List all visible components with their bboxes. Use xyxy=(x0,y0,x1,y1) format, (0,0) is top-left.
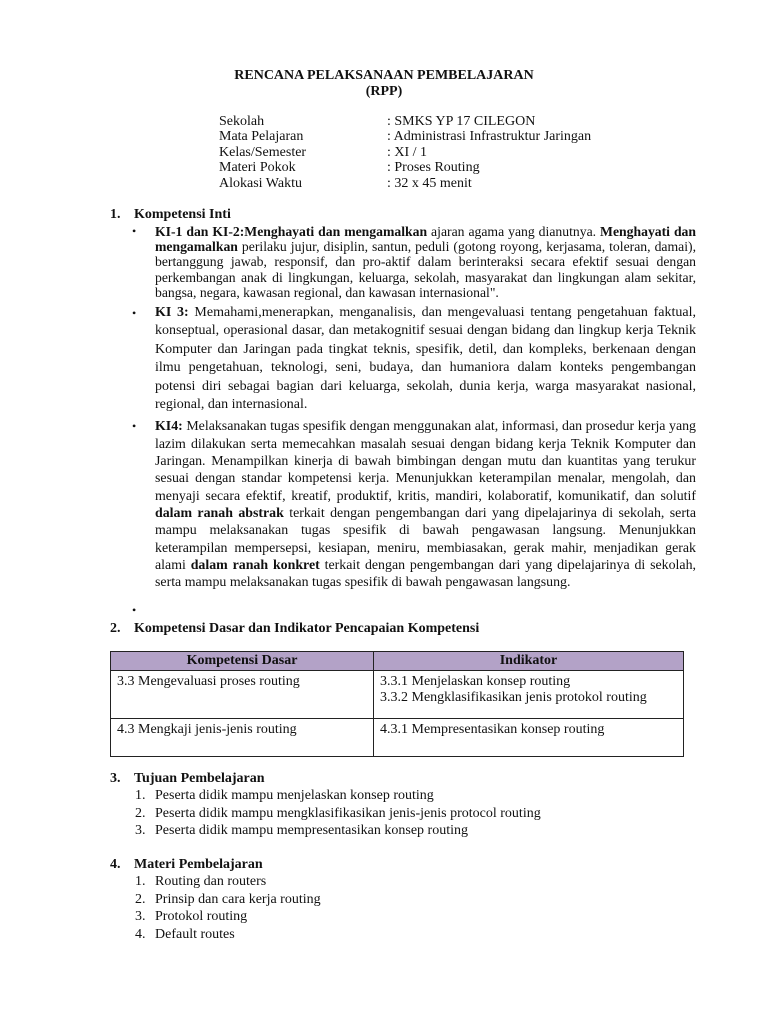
ki4-bold-1: dalam ranah abstrak xyxy=(155,505,284,521)
ki12-text-2: perilaku jujur, disiplin, santun, peduli (gotong royong, kerjasama, toleran, damai), bertanggung jawab, responsif, dan pro-aktif dalam berinteraksi secara efektif sesuai dengan perkembangan anak di lingkungan, keluarga, sekolah, masyarakat dan lingkungan alam sekitar, bangsa, negara, kawasan regional, dan kawasan internasional". xyxy=(155,239,696,300)
ki12-text-1: ajaran agama yang dianutnya. xyxy=(427,224,601,239)
identity-row xyxy=(219,129,591,144)
header-kompetensi-dasar: Kompetensi Dasar xyxy=(111,652,374,671)
list-number: 2. xyxy=(135,805,146,821)
ki4-text-3: terkait dengan pengembangan dari yang dipelajarinya di sekolah, serta mampu melaksanakan tugas spesifik di bawah pengawasan langsung. xyxy=(155,557,697,591)
ki4-bold-2: dalam ranah konkret xyxy=(190,557,320,573)
list-item xyxy=(135,822,541,840)
kd-cell: 3.3 Mengevaluasi proses routing xyxy=(111,671,374,719)
identity-row xyxy=(219,160,591,175)
identity-value: : SMKS YP 17 CILEGON xyxy=(387,114,536,129)
table-row xyxy=(111,719,684,757)
list-text: Peserta didik mampu mempresentasikan konsep routing xyxy=(155,823,468,838)
identity-label: Materi Pokok xyxy=(219,160,296,176)
header-indikator: Indikator xyxy=(374,652,684,671)
list-number: 3. xyxy=(135,909,146,924)
section-heading-tujuan xyxy=(110,771,265,787)
list-item xyxy=(135,787,541,805)
section-title: Kompetensi Dasar dan Indikator Pencapaian Kompetensi xyxy=(134,621,480,636)
ki3-text: Memahami,menerapkan, menganalisis, dan mengevaluasi tentang pengetahuan faktual, konseptual, operasional dasar, dan metakognitif sesuai dengan bidang dan lingkup kerja Teknik Komputer dan Jaringan pada tingkat teknis, spesifik, detil, dan kompleks, berkenaan dengan ilmu pengetahuan, teknologi, seni, budaya, dan humaniora dalam konteks pengembangan potensi diri sebagai bagian dari keluarga, sekolah, dunia kerja, warga masyarakat nasional, regional, dan internasional. xyxy=(155,305,696,413)
section-number: 1. xyxy=(110,207,121,222)
identity-value: : Proses Routing xyxy=(387,160,480,176)
section-heading-kompetensi-inti xyxy=(110,207,231,223)
list-text: Routing dan routers xyxy=(155,874,267,889)
identity-value: : Administrasi Infrastruktur Jaringan xyxy=(387,129,592,145)
identity-row xyxy=(219,176,591,191)
list-text: Peserta didik mampu mengklasifikasikan jenis-jenis protocol routing xyxy=(155,805,541,821)
section-number: 2. xyxy=(110,621,121,636)
ki-3-item xyxy=(128,304,696,414)
identity-label: Kelas/Semester xyxy=(219,144,307,160)
bullet-icon: • xyxy=(132,224,137,238)
doc-title: RENCANA PELAKSANAAN PEMBELAJARAN xyxy=(234,68,534,83)
identity-label: Alokasi Waktu xyxy=(219,175,302,191)
kd-indikator-table xyxy=(110,651,684,757)
empty-bullet-icon: • xyxy=(132,603,137,617)
section-number: 4. xyxy=(110,857,121,872)
ki-4-item xyxy=(128,418,696,591)
doc-subtitle: (RPP) xyxy=(365,84,403,99)
indikator-cell xyxy=(374,719,684,757)
materi-list xyxy=(135,873,321,943)
indikator-cell xyxy=(374,671,684,719)
list-item xyxy=(135,805,541,823)
indikator-line: 3.3.1 Menjelaskan konsep routing xyxy=(380,674,571,689)
identity-block xyxy=(219,114,591,191)
list-text: Protokol routing xyxy=(155,909,248,924)
indikator-line: 3.3.2 Mengklasifikasikan jenis protokol routing xyxy=(380,690,647,705)
list-item xyxy=(135,926,321,944)
ki12-lead: KI-1 dan KI-2:Menghayati dan mengamalkan xyxy=(155,224,428,239)
section-title: Tujuan Pembelajaran xyxy=(134,771,265,786)
section-title: Kompetensi Inti xyxy=(134,207,231,222)
table-row xyxy=(111,671,684,719)
table-header-row xyxy=(111,652,684,671)
ki-1-2-item xyxy=(128,224,696,300)
bullet-icon: • xyxy=(132,419,137,434)
section-title: Materi Pembelajaran xyxy=(134,857,263,872)
list-number: 3. xyxy=(135,823,146,838)
identity-value: : XI / 1 xyxy=(387,144,428,160)
list-number: 1. xyxy=(135,874,146,889)
list-text: Default routes xyxy=(155,926,235,942)
ki4-lead: KI4: xyxy=(155,419,183,435)
list-text: Prinsip dan cara kerja routing xyxy=(155,891,321,907)
identity-label: Mata Pelajaran xyxy=(219,129,304,145)
bullet-icon: • xyxy=(132,306,137,321)
list-number: 1. xyxy=(135,788,146,803)
indikator-line: 4.3.1 Mempresentasikan konsep routing xyxy=(380,722,605,737)
ki4-text-2: terkait dengan pengembangan dari yang dipelajarinya di sekolah, serta mampu melaksanakan tugas spesifik di bawah pengawasan langsung. Menunjukkan keterampilan mempersepsi, kesiapan, meniru, membiasakan, gerak mahir, menjadikan gerak alami xyxy=(155,505,696,573)
identity-row xyxy=(219,114,591,129)
identity-label: Sekolah xyxy=(219,114,265,129)
list-number: 2. xyxy=(135,891,146,907)
list-item xyxy=(135,873,321,891)
identity-row xyxy=(219,145,591,160)
identity-value: : 32 x 45 menit xyxy=(387,175,472,191)
kd-cell: 4.3 Mengkaji jenis-jenis routing xyxy=(111,719,374,757)
section-heading-kompetensi-dasar xyxy=(110,621,479,637)
list-text: Peserta didik mampu menjelaskan konsep routing xyxy=(155,788,434,803)
ki12-bold-2: Menghayati dan mengamalkan xyxy=(155,224,697,255)
ki-list xyxy=(128,224,696,595)
list-item xyxy=(135,891,321,909)
tujuan-list xyxy=(135,787,541,840)
list-item xyxy=(135,908,321,926)
ki4-text-1: Melaksanakan tugas spesifik dengan menggunakan alat, informasi, dan prosedur kerja yang lazim dilakukan serta memecahkan masalah sesuai dengan bidang kerja Teknik Komputer dan Jaringan. Menampilkan kinerja di bawah bimbingan dengan mutu dan kuantitas yang terukur sesuai dengan standar kompetensi kerja. Menunjukkan keterampilan menalar, mengolah, dan menyaji secara efektif, kreatif, produktif, kritis, mandiri, kolaboratif, komunikatif, dan solutif xyxy=(155,419,696,504)
ki3-lead: KI 3: xyxy=(155,305,189,321)
list-number: 4. xyxy=(135,926,146,942)
section-number: 3. xyxy=(110,771,121,786)
section-heading-materi xyxy=(110,857,263,873)
